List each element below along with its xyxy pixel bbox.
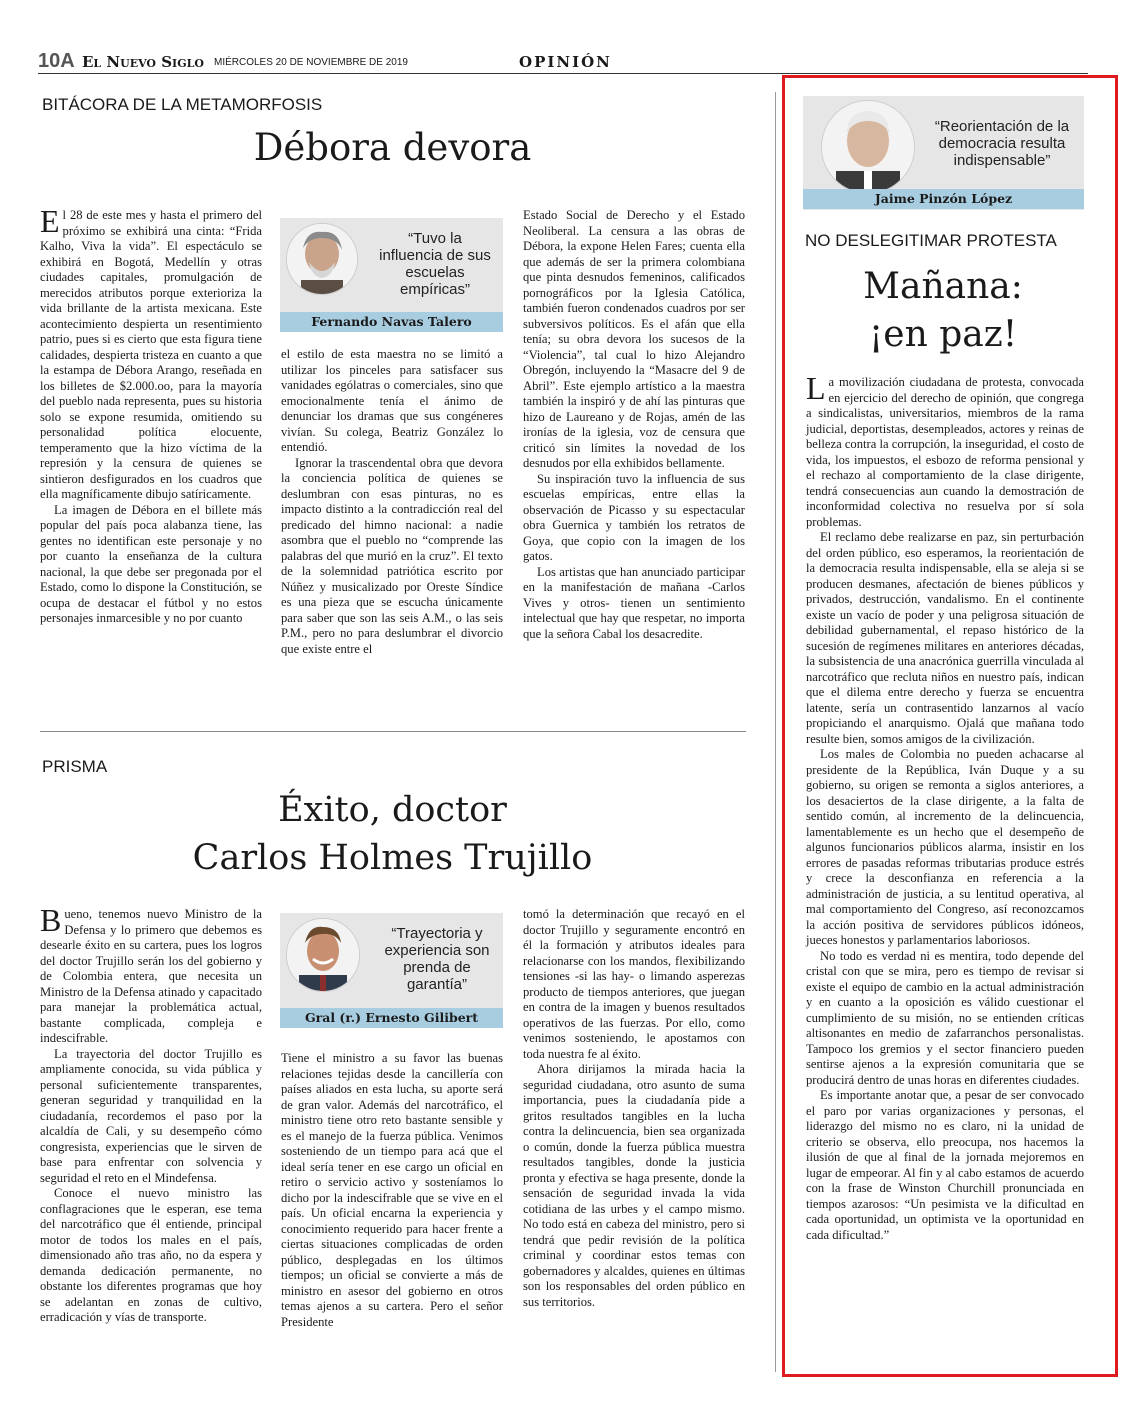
article2-title-line2: Carlos Holmes Trujillo [192, 838, 593, 878]
pull-quote: “Tuvo la influencia de sus escuelas empíricas” [379, 230, 491, 298]
article1-col2 [281, 347, 503, 657]
article2-col2 [281, 1051, 503, 1330]
paragraph: La imagen de Débora en el billete más popular del país poca alabanza tiene, las gentes no identifican este personaje y no por cuanto la enseñanza de la cultura nacional, la que debe ser pregonada por el Estado, como lo dispone la Constitución, se ocupa de destacar el fútbol y no estos personajes inmarcesible y no por cuanto [40, 502, 262, 625]
paragraph: Su inspiración tuvo la influencia de sus escuelas empíricas, entre ellas la observación de Picasso y su espectacular obra Guernica y también los retratos de Goya, que copio con la imagen de los gatos. [523, 471, 745, 563]
article1-col1 [40, 203, 262, 627]
article3-dropcap: L [806, 370, 826, 406]
author-portrait [286, 223, 358, 295]
paragraph: a movilización ciudadana de protesta, convocada en ejercicio del derecho de opinión, que congrega a sindicalistas, universitarios, miembros de la rama judicial, deportistas, desempleados, actores y reinas de belleza contra la corrupción, la inseguridad, el costo de vida, los impuestos, el esbozo de reforma pensional y el rechazo al comportamiento de la clase dirigente, tendrá consecuencias aun cuando la demostración de inconformidad colectiva no resuelva por sí sola problemas. [806, 375, 1084, 529]
pull-quote: “Trayectoria y experiencia son prenda de garantía” [384, 925, 490, 993]
paragraph: Ignorar la trascendental obra que devora la conciencia política de quienes se deslumbran con esas pinturas, no es impacto distinto a la contradicción real del predicado del himno nacional: a nadie asombra que el pueblo no “comprende las palabras del que murió en la cruz”. El texto de la solemnidad patriótica escrito por Núñez y musicalizado por Oreste Síndice es una pieza que se escucha únicamente para saber que son las seis A.M., o las seis P.M., pero no para deslumbrar el divorcio que existe entre el [281, 455, 503, 656]
article2-quote-box [280, 913, 503, 1028]
paragraph: Los males de Colombia no pueden achacarse al presidente de la República, Iván Duque y a su gobierno, su origen se remonta a siglos anteriores, a los desaciertos de la clase dirigente, a la falta de sentido común, al incremento de la delincuencia, lamentablemente es un hecho que el desempeño de algunos funcionarios públicos alarma, insistir en los errores de pasadas reformas tributarias produce estrés y crece la desconfianza en referencia a la administración de justicia, a su lentitud operativa, al mal comportamiento del Congreso, así reconozcamos la acción positiva de servidores públicos idóneos, jueces honestos y parlamentarios laboriosos. [806, 747, 1084, 947]
masthead: El Nuevo Siglo [82, 53, 204, 71]
article2-title-line1: Éxito, doctor [278, 790, 507, 830]
paragraph: No todo es verdad ni es mentira, todo depende del cristal con que se mira, pero es tiempo de revisar si existe el equipo de cambio en la actual administración y en cuanto a la oposición es válido cuestionar el cumplimiento de su misión, no se entienden críticas altisonantes en medio de zafarranchos personalistas. Tampoco los gremios y el sector financiero pueden sentirse ajenos a la expresión comunitaria que se producirá dentro de unas horas en diferentes ciudades. [806, 948, 1084, 1087]
paragraph: el estilo de esta maestra no se limitó a utilizar los pinceles para satisfacer sus vanidades ególatras o comerciales, sino que emocionalmente tenía el ánimo de denunciar los dramas que sus congéneres vivían. Su colega, Beatriz González lo entendió. [281, 347, 503, 454]
paragraph: ueno, tenemos nuevo Ministro de la Defensa y lo primero que debemos es desearle éxito en su cartera, pues los logros del doctor Trujillo serán los del gobierno y de Colombia entera, que necesita un Ministro de la Defensa atinado y capacitado para manejar la problemática actual, bastante complicada, compleja e indescifrable. [40, 907, 262, 1045]
article2-dropcap: B [40, 902, 62, 938]
section-divider [40, 731, 746, 732]
article3-kicker: NO DESLEGITIMAR PROTESTA [805, 231, 1057, 250]
article3-title-line1: Mañana: [863, 266, 1023, 307]
article3-body [806, 370, 1084, 1243]
paragraph: Tiene el ministro a su favor las buenas relaciones tejidas desde la cancillería con países aliados en esta lucha, su aporte será de gran valor. Además del narcotráfico, el ministro tiene otro reto bastante sensible y es el manejo de la fuerza pública. Venimos sosteniendo de un tiempo para acá que el ideal sería tener en ese cargo un oficial en retiro o servicio activo y sosteníamos lo dicho por la indescifrable que se vive en el país. Un oficial encarna la experiencia y conocimiento requerido para hacer frente a ciertas situaciones complicadas de orden público, desplegadas en los últimos tiempos; un oficial se convierte a más de ministro en asesor del gobierno en otros temas ajenos a su cartera. Pero el señor Presidente [281, 1051, 503, 1329]
portrait-image [287, 919, 359, 991]
paragraph: Es importante anotar que, a pesar de ser convocado el paro por varias organizaciones y personas, el liderazgo del mismo no es claro, ni la unidad de criterio se observa, ello preocupa, nos hacemos la ilusión de que al final de la jornada mejoremos en lugar de empeorar. Al fin y al cabo estamos de acuerdo con la frase de Winston Churchill pronunciada en tiempos azarosos: “Un pesimista ve la dificultad en cada oportunidad, un optimista ve la oportunidad en cada dificultad.” [806, 1088, 1084, 1242]
paragraph: Ahora dirijamos la mirada hacia la seguridad ciudadana, otro asunto de suma importancia, pues la ciudadanía pide a gritos resultados tangibles en la lucha contra la delincuencia, bien sea organizada o común, donde la fuerza pública muestra resultados tangibles, donde la justicia pronta y efectiva se haga presente, donde la sensación de seguridad invada la vida cotidiana de las urbes y el campo mismo. No todo está en cabeza del ministro, pero si tendrá que pedir revisión de la política criminal y coordinar estos temas con gobernadores y alcaldes, quienes en últimas son los responsables del orden público en sus territorios. [523, 1062, 745, 1309]
author-name: Fernando Navas Talero [280, 312, 503, 332]
paragraph: Los artistas que han anunciado participar en la manifestación de mañana -Carlos Vives y otros- tienen un sentimiento intelectual que hay que respetar, no importa que la señora Cabal los desacredite. [523, 564, 745, 641]
author-portrait [286, 918, 360, 992]
author-name: Gral (r.) Ernesto Gilibert [280, 1008, 503, 1028]
page-number: 10A [38, 50, 75, 72]
author-name: Jaime Pinzón López [803, 189, 1084, 209]
portrait-image [822, 101, 914, 193]
header-rule [38, 73, 1088, 74]
article2-kicker: PRISMA [42, 757, 108, 776]
article1-quote-box [280, 218, 503, 332]
page-header [38, 50, 1088, 72]
paragraph: Estado Social de Derecho y el Estado Neoliberal. La censura a las obras de Débora, la expone Helen Fares; cuenta ella que además de ser la primera colombiana que pinta desnudos femeninos, calificados pornográficos por la Iglesia Católica, también fueron condenados cuadros por ser subversivos políticos. Es el afán que ella tenía; su obra devora los sucesos de la “Violencia”, tal cual lo hizo Alejandro Obregón, incluyendo la “Masacre del 9 de Abril”. Este ejemplo artístico a la maestra también la inspiró y de ahí las pinturas que hizo de Laureano y de Rojas, amén de las ironías de la iglesia, voz de censura que criticó sin límites la novedad de los desnudos por ella exhibidos bellamente. [523, 208, 745, 470]
portrait-image [287, 224, 357, 294]
paragraph: El reclamo debe realizarse en paz, sin perturbación del orden público, eso esperamos, la reorientación de la democracia resulta indispensable, ella se aleja si se producen desmanes, afectación de bienes públicos y privados, destrucción, vandalismo. En el continente existe un vacío de poder y una peligrosa situación de debilidad gubernamental, el repaso histórico de la sucesión de regímenes militares en anteriores décadas, la subsistencia de una anacrónica guerrilla vinculada al narcotráfico que recluta niños en nuestro país, indican que el dilema entre derecho y fuerza se encuentra latente, sería un contrasentido lanzarnos al vacío propiciando el anarquismo. Ojalá que mañana todo resulte bien, somos amigos de la civilización. [806, 530, 1084, 746]
author-portrait [821, 100, 915, 194]
article3-quote-box [803, 96, 1084, 210]
paragraph: tomó la determinación que recayó en el doctor Trujillo y seguramente encontró en él la formación y atributos ideales para relacionarse con los mandos, flexibilizando tensiones -si las hay- o limando asperezas producto de tiempos anteriores, que juegan en contra de la imagen y buenos resultados operativos de las fuerzas. Por ello, como venimos sosteniendo, le apostamos con toda nuestra fe al éxito. [523, 907, 745, 1061]
article2-col1 [40, 902, 262, 1326]
paragraph: La trayectoria del doctor Trujillo es ampliamente conocida, su vida pública y personal suficientemente transparentes, generan seguridad y tranquilidad en la ciudadanía, recordemos el paso por la alcaldía de Cali, y su desempeño cómo congresista, experiencias que le sirven de base para enfrentar con solvencia y seguridad el reto en el Mindefensa. [40, 1046, 262, 1185]
paragraph: l 28 de este mes y hasta el primero del próximo se exhibirá una cinta: “Frida Kalho, Viva la vida”. El espectáculo se exhibirá en Bogotá, Medellín y otras ciudades capitales, promulgación de merecidos atributos porque exterioriza la vida brillante de la artista mexicana. Este acontecimiento despierta un resentimiento patrio, pues si es cierto que esta figura tiene calidades, despierta tristeza en cuanto a que la estampa de Débora Arango, reseñada en los billetes de $2.000.oo, para la mayoría del pueblo nada representa, pues su historia solo se expone resumida, omitiendo su personalidad política elocuente, temperamento que la hizo víctima de la represión y la censura de quienes se sintieron desfigurados en los cuadros que ella magníficamente dibujo satíricamente. [40, 208, 262, 501]
article1-kicker: BITÁCORA DE LA METAMORFOSIS [42, 95, 323, 114]
pull-quote: “Reorientación de la democracia resulta indispensable” [934, 118, 1070, 169]
article1-title: Débora devora [253, 126, 532, 169]
section-name: OPINIÓN [519, 53, 612, 71]
paragraph: Conoce el nuevo ministro las conflagraciones que le esperan, ese tema del narcotráfico que él entiende, principal motor de todos los males en el país, dimensionado año tras año, no da espera y demanda dedicación permanente, no obstante los diferentes programas que hoy se adelantan en zonas de cultivo, erradicación y vías de transporte. [40, 1186, 262, 1324]
article1-dropcap: E [40, 203, 60, 239]
issue-date: MIÉRCOLES 20 DE NOVIEMBRE DE 2019 [214, 57, 408, 68]
article3-title-line2: ¡en paz! [868, 314, 1018, 355]
article1-col3 [523, 208, 745, 642]
article2-col3 [523, 907, 745, 1310]
column-divider [775, 92, 776, 1372]
